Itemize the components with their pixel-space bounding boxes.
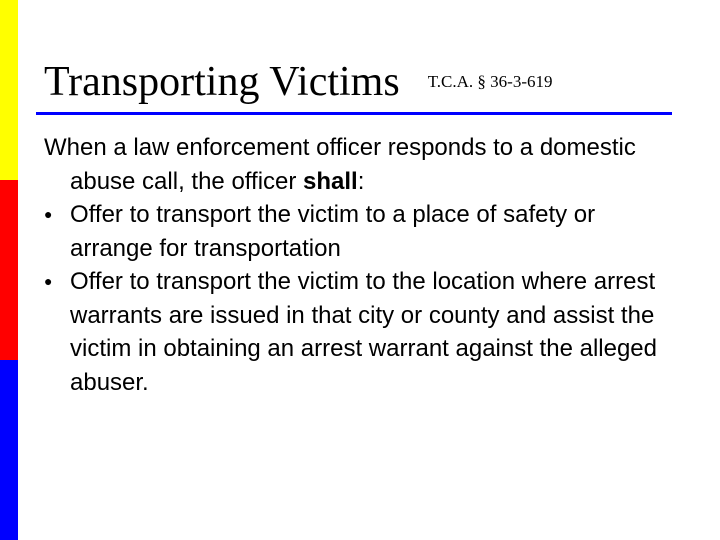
- bullet-text: Offer to transport the victim to the location where arrest warrants are issued in that city or county and assist the victim in obtaining an arrest warrant against the alleged abuser.: [70, 268, 657, 396]
- statute-citation: T.C.A. § 36-3-619: [427, 72, 553, 91]
- bullet-text: Offer to transport the victim to a place of safety or arrange for transportation: [70, 201, 596, 262]
- title-underline: [36, 112, 672, 115]
- left-stripe-red: [0, 180, 18, 360]
- bullet-dot-icon: ●: [44, 206, 53, 222]
- bullet-item: [44, 265, 684, 399]
- left-stripe-blue: [0, 360, 18, 540]
- slide-body: [44, 131, 684, 399]
- intro-end: :: [357, 167, 365, 195]
- bullet-item: [44, 198, 684, 265]
- slide-title: Transporting Victims: [44, 59, 400, 105]
- intro-text: When a law enforcement officer responds to a domestic abuse call, the officer: [44, 134, 636, 195]
- intro-emphasis: shall: [303, 167, 358, 195]
- intro-paragraph: [44, 131, 684, 198]
- bullet-dot-icon: ●: [44, 273, 53, 289]
- left-stripe-yellow: [0, 0, 18, 180]
- title-row: [44, 58, 553, 106]
